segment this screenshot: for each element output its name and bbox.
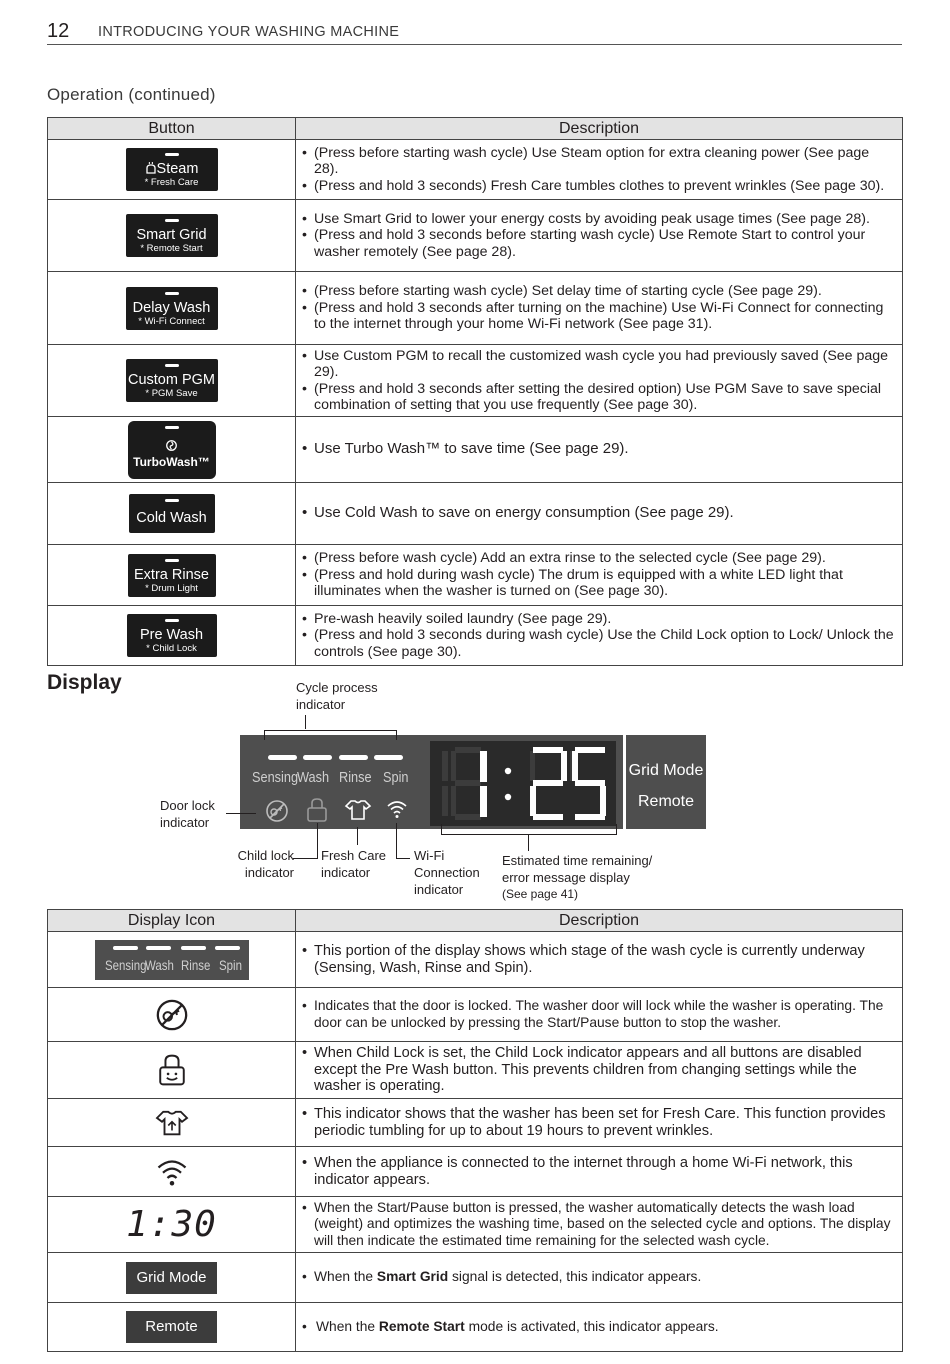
description-bullet: • (Press before wash cycle) Add an extra rinse to the selected cycle (See page 29).: [302, 550, 896, 567]
description-bullet: • Use Custom PGM to recall the customized wash cycle you had previously saved (See page 29).: [302, 348, 896, 381]
stage-dash: [339, 755, 368, 760]
stage-label-rinse: Rinse: [180, 956, 210, 973]
mode-indicator-panel: [626, 735, 706, 829]
custom-pgm-button-image: [126, 359, 218, 402]
table-row: [48, 1042, 903, 1099]
steam-icon: [145, 162, 157, 174]
description-bullet: • When the appliance is connected to the internet through a home Wi-Fi network, this indicator appears.: [302, 1155, 896, 1188]
button-sub-label: * Drum Light: [145, 582, 198, 594]
column-header: Display Icon: [48, 910, 296, 932]
description-bullet: • Use Cold Wash to save on energy consumption (See page 29).: [302, 505, 896, 522]
callout-wifi: Wi-Fi Connection indicator: [414, 848, 480, 897]
description-bullet: • Use Smart Grid to lower your energy costs by avoiding peak usage times (See page 28).: [302, 211, 896, 228]
extra-rinse-button-image: [128, 554, 216, 597]
callout-time-line: (See page 41): [502, 887, 579, 901]
child-lock-icon: [157, 1053, 187, 1087]
child-lock-icon: [306, 797, 328, 823]
description-bullet: • When the Start/Pause button is pressed, the washer automatically detects the wash load (weight) and optimizes the washing time, based on the selected cycle and options. The display will then indicate the estimated time remaining for the selected wash cycle.: [302, 1200, 896, 1250]
remote-icon: Remote: [126, 1311, 217, 1343]
description-bullet: • (Press before starting wash cycle) Use Steam option for extra cleaning power (See page 28).: [302, 145, 896, 178]
door-lock-icon: [155, 998, 189, 1032]
table-row: [48, 988, 903, 1042]
callout-door-lock: Door lock indicator: [160, 798, 215, 830]
column-header: Description: [296, 910, 903, 932]
description-bullet: • When the Remote Start mode is activated, this indicator appears.: [302, 1319, 896, 1336]
stage-label-spin: Spin: [383, 769, 409, 786]
seven-segment-display: [430, 741, 616, 826]
cold-wash-button-image: [129, 494, 215, 533]
table-row: [48, 345, 903, 417]
time-display-icon: 1:30: [126, 1204, 217, 1245]
table-row: [48, 417, 903, 483]
button-label: TurboWash™: [133, 454, 210, 469]
button-label: Cold Wash: [136, 510, 207, 526]
button-sub-label: * Child Lock: [146, 643, 197, 654]
description-bullet: • Pre-wash heavily soiled laundry (See page 29).: [302, 611, 896, 628]
turbowash-icon: [166, 440, 177, 451]
stage-label-wash: Wash: [297, 769, 330, 786]
description-bullet: • (Press before starting wash cycle) Set delay time of starting cycle (See page 29).: [302, 283, 896, 300]
callout-time-line: error message display: [502, 870, 630, 885]
delay-wash-button-image: [126, 287, 218, 330]
description-bullet: • (Press and hold 3 seconds after setting the desired option) Use PGM Save to save special combination of setting that you use frequently (See page 30).: [302, 381, 896, 414]
stage-label-sensing: Sensing: [252, 769, 299, 786]
description-bullet: • When Child Lock is set, the Child Lock indicator appears and all buttons are disabled except the Pre Wash button. This prevents children from changing settings while the washer is operating.: [302, 1045, 896, 1095]
column-header: Button: [48, 118, 296, 140]
stage-dash: [303, 755, 332, 760]
stage-label-spin: Spin: [218, 956, 242, 973]
turbowash-button-image: [128, 421, 216, 479]
display-icon-table: [47, 909, 903, 1352]
button-label: Pre Wash: [139, 627, 204, 643]
column-header: Description: [296, 118, 903, 140]
stage-dash: [268, 755, 297, 760]
fresh-care-icon: [344, 798, 372, 822]
description-bullet: • Use Turbo Wash™ to save time (See page 29).: [302, 441, 896, 458]
display-title: Display: [47, 671, 122, 694]
callout-cycle-process: Cycle process indicator: [296, 680, 378, 712]
grid-mode-indicator: Grid Mode: [628, 762, 704, 779]
stage-label-wash: Wash: [144, 956, 174, 973]
fresh-care-icon: [154, 1108, 190, 1138]
operation-subtitle: Operation (continued): [47, 85, 216, 104]
table-row: [48, 1253, 903, 1303]
table-row: [48, 272, 903, 345]
button-sub-label: * Fresh Care: [144, 177, 199, 188]
cycle-stage-icon: [95, 940, 249, 980]
button-label: Custom PGM: [127, 372, 215, 388]
table-row: [48, 140, 903, 200]
table-row: [48, 200, 903, 272]
stage-dash: [374, 755, 403, 760]
callout-time-display: [502, 852, 702, 903]
callout-fresh-care: Fresh Care indicator: [321, 848, 387, 880]
description-bullet: • (Press and hold 3 seconds after turning on the machine) Use Wi-Fi Connect for connecting to the internet through your home Wi-Fi network (See page 31).: [302, 300, 896, 333]
description-bullet: • (Press and hold 3 seconds during wash cycle) Use the Child Lock option to Lock/ Unlock the controls (See page 30).: [302, 627, 896, 660]
table-row: [48, 1099, 903, 1147]
stage-label-rinse: Rinse: [339, 769, 372, 786]
table-row: [48, 483, 903, 545]
description-bullet: • Indicates that the door is locked. The washer door will lock while the washer is operating. The door can be unlocked by pressing the Start/Pause button to stop the washer.: [302, 998, 896, 1031]
description-bullet: • This portion of the display shows which stage of the wash cycle is currently underway (Sensing, Wash, Rinse and Spin).: [302, 943, 896, 976]
wifi-icon: [155, 1157, 189, 1187]
table-row: [48, 1197, 903, 1253]
button-sub-label: * Remote Start: [140, 243, 203, 254]
description-bullet: • When the Smart Grid signal is detected, this indicator appears.: [302, 1269, 896, 1286]
button-label: Smart Grid: [136, 227, 207, 243]
description-bullet: • (Press and hold 3 seconds) Fresh Care tumbles clothes to prevent wrinkles (See page 30).: [302, 178, 896, 195]
steam-button-image: [126, 148, 218, 191]
table-row: [48, 1303, 903, 1352]
description-bullet: • (Press and hold during wash cycle) The drum is equipped with a white LED light that illuminates when the washer is turned on (See page 30).: [302, 567, 896, 600]
description-bullet: • (Press and hold 3 seconds before starting wash cycle) Use Remote Start to control your washer remotely (See page 28).: [302, 227, 896, 260]
button-sub-label: * Wi-Fi Connect: [138, 315, 205, 327]
table-row: [48, 545, 903, 606]
button-label: Extra Rinse: [134, 566, 209, 583]
page-header-title: INTRODUCING YOUR WASHING MACHINE: [98, 24, 400, 40]
button-sub-label: * PGM Save: [145, 388, 198, 399]
table-row: [48, 606, 903, 666]
pre-wash-button-image: [127, 614, 217, 657]
page-header: [47, 20, 902, 45]
stage-label-sensing: Sensing: [104, 956, 146, 973]
description-bullet: • This indicator shows that the washer has been set for Fresh Care. This function provides periodic tumbling for up to about 19 hours to prevent wrinkles.: [302, 1106, 896, 1139]
operation-table: [47, 117, 903, 666]
page-number: 12: [47, 20, 70, 42]
remote-indicator: Remote: [637, 793, 695, 810]
button-label: Delay Wash: [132, 299, 211, 316]
callout-child-lock: Child lock indicator: [237, 848, 294, 880]
table-row: [48, 1147, 903, 1197]
grid-mode-icon: Grid Mode: [126, 1262, 217, 1294]
wifi-icon: [386, 799, 408, 819]
display-panel-image: [240, 735, 623, 829]
smart-grid-button-image: [126, 214, 218, 257]
door-lock-icon: [265, 799, 289, 823]
table-row: [48, 932, 903, 988]
time-display: [430, 741, 616, 826]
steam-button-label: Steam: [156, 161, 199, 177]
callout-time-line: Estimated time remaining/: [502, 853, 653, 868]
